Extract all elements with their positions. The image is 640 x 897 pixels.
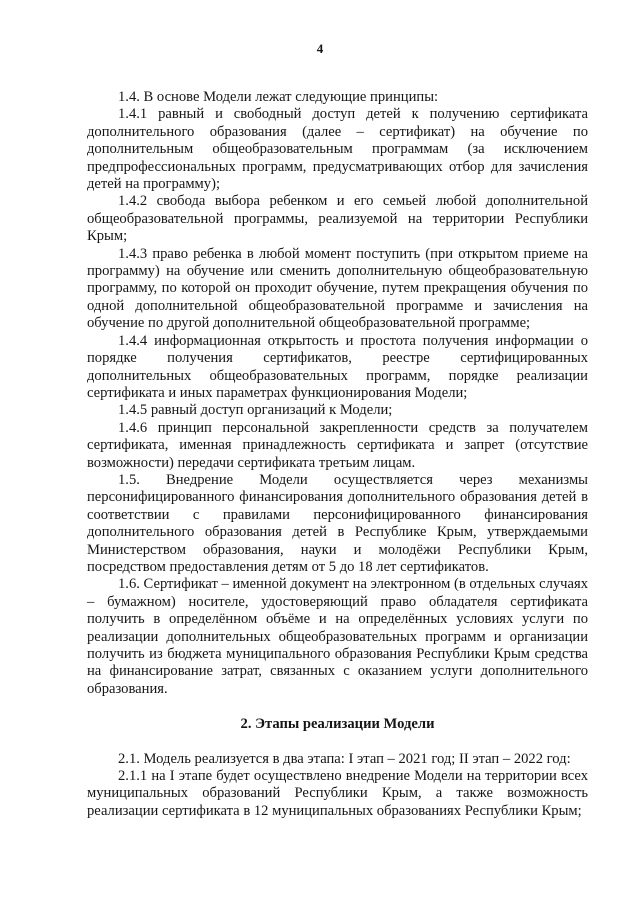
paragraph-2-1: 2.1. Модель реализуется в два этапа: I этап – 2021 год; II этап – 2022 год:: [118, 750, 571, 767]
paragraph-1-5: 1.5. Внедрение Модели осуществляется через механизмы персонифицированного финансирования дополнительного образования детей в соответствии с правилами персонифицированного финансирования дополнительного образования детей в Республике Крым, утверждаемыми Министерством образования, науки и молодёжи Республики Крым, посредством предоставления детям от 5 до 18 лет сертификатов.: [87, 471, 588, 575]
paragraph-1-4-3: 1.4.3 право ребенка в любой момент поступить (при открытом приеме на программу) на обучение или сменить дополнительную общеобразовательную программу, по которой он проходит обучение, путем прекращения обучения по одной дополнительной общеобразовательной программе и зачисления на обучение по другой дополнительной общеобразовательной программе;: [87, 245, 588, 332]
paragraph-1-4-6: 1.4.6 принцип персональной закрепленности средств за получателем сертификата, именная принадлежность сертификата и запрет (отсутствие возможности) передачи сертификата третьим лицам.: [87, 419, 588, 471]
paragraph-2-1-1: 2.1.1 на I этапе будет осуществлено внедрение Модели на территории всех муниципальных образований Республики Крым, а также возможность реализации сертификата в 12 муниципальных образованиях Республики Крым;: [87, 768, 588, 819]
paragraph-1-4-2: 1.4.2 свобода выбора ребенком и его семьей любой дополнительной общеобразовательной программы, реализуемой на территории Республики Крым;: [87, 193, 588, 245]
paragraph-1-4-4: 1.4.4 информационная открытость и простота получения информации о порядке получения сертификатов, реестре сертифицированных дополнительных общеобразовательных программ, порядке реализации сертификата и иных параметрах функционирования Модели;: [87, 332, 588, 401]
paragraph-1-4: 1.4. В основе Модели лежат следующие принципы:: [118, 89, 439, 105]
section-heading: 2. Этапы реализации Модели: [240, 716, 435, 733]
page-number: 4: [316, 41, 324, 56]
paragraph-1-4-5: 1.4.5 равный доступ организаций к Модели;: [118, 402, 393, 419]
document-body: [87, 89, 588, 820]
paragraph-1-6: 1.6. Сертификат – именной документ на электронном (в отдельных случаях – бумажном) носителе, удостоверяющий право обладателя сертификата получить в определённом объёме и на определённых условиях услуги по реализации дополнительных общеобразовательных программ и организации получить из бюджета муниципального образования Республики Крым средства на финансирование затрат, связанных с оказанием услуги дополнительного образования.: [87, 576, 588, 697]
paragraph-1-4-1: 1.4.1 равный и свободный доступ детей к получению сертификата дополнительного образования (далее – сертификат) на обучение по дополнительным общеобразовательным программам (за исключением предпрофессиональных программ, предусматривающих отбор для зачисления детей на программу);: [87, 106, 588, 193]
